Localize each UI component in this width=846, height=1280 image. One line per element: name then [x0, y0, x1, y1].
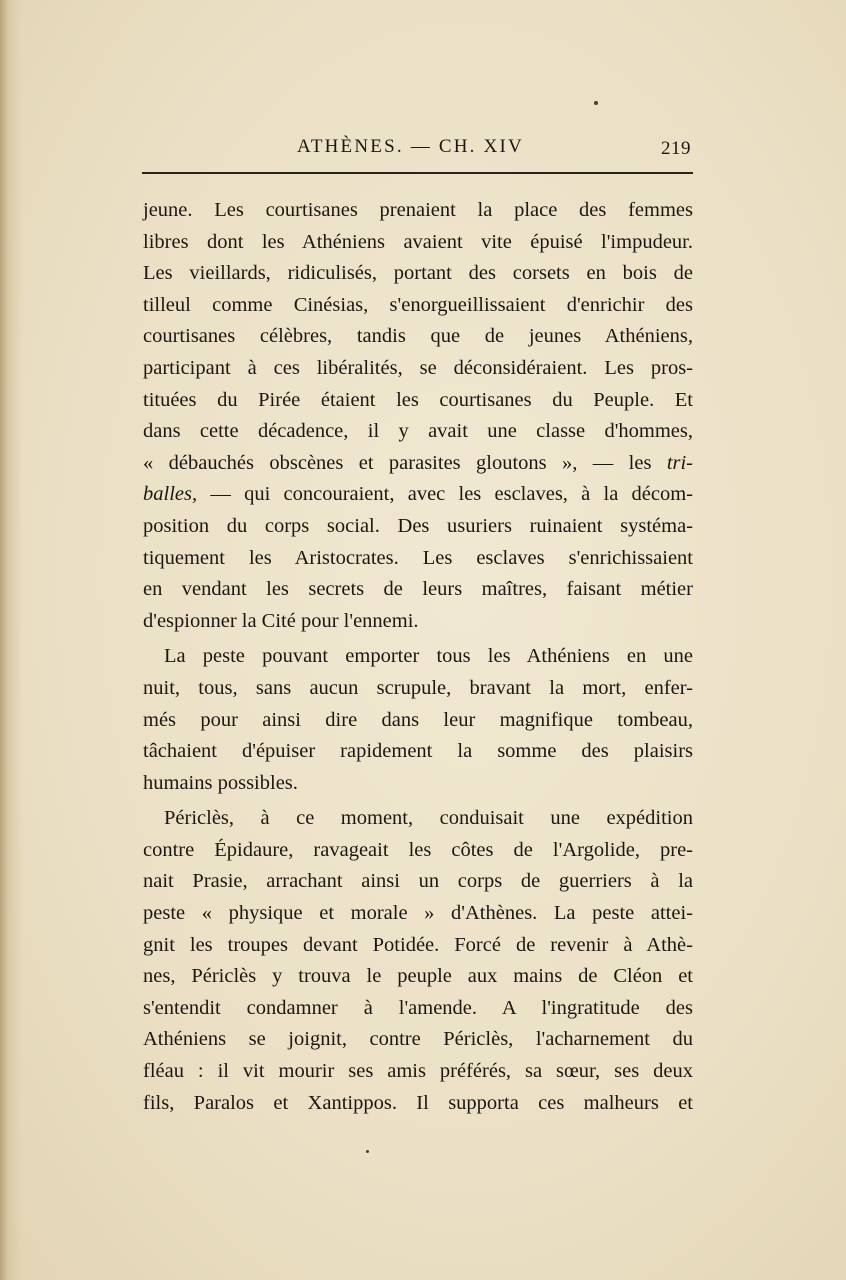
text-line: [143, 448, 693, 480]
text-line: contre Épidaure, ravageait les côtes de l'Argolide, pre-: [143, 838, 693, 861]
page-gutter-shadow: [0, 0, 22, 1280]
text-line: courtisanes célèbres, tandis que de jeunes Athéniens,: [143, 325, 693, 348]
paragraph-first-line: La peste pouvant emporter tous les Athéniens en une: [164, 645, 693, 668]
paragraph-first-line: Périclès, à ce moment, conduisait une expédition: [164, 807, 693, 830]
text-line: en vendant les secrets de leurs maîtres, faisant métier: [143, 578, 693, 601]
text-line: peste « physique et morale » d'Athènes. La peste attei-: [143, 902, 693, 925]
text-line: Les vieillards, ridiculisés, portant des corsets en bois de: [143, 262, 693, 285]
page-number: 219: [661, 138, 691, 159]
text-line: tituées du Pirée étaient les courtisanes du Peuple. Et: [143, 388, 693, 411]
text-line: nuit, tous, sans aucun scrupule, bravant la mort, enfer-: [143, 676, 693, 699]
text-segment: — qui concouraient, avec les esclaves, à la décom-: [197, 483, 693, 506]
text-line: humains possibles.: [143, 771, 298, 794]
text-line: fléau : il vit mourir ses amis préférés, sa sœur, ses deux: [143, 1060, 693, 1083]
italic-word: balles,: [143, 483, 198, 506]
text-line: nait Prasie, arrachant ainsi un corps de guerriers à la: [143, 870, 693, 893]
text-line: s'entendit condamner à l'amende. A l'ingratitude des: [143, 996, 693, 1019]
italic-word: tri-: [666, 451, 694, 474]
text-line: [143, 479, 693, 511]
text-line: position du corps social. Des usuriers ruinaient systéma-: [143, 514, 693, 537]
text-line: tiquement les Aristocrates. Les esclaves s'enrichissaient: [143, 546, 693, 569]
page-header: [143, 136, 693, 166]
text-line: tilleul comme Cinésias, s'enorgueillissaient d'enrichir des: [143, 293, 693, 316]
text-line: libres dont les Athéniens avaient vite épuisé l'impudeur.: [143, 230, 693, 253]
text-line: participant à ces libéralités, se déconsidéraient. Les pros-: [143, 356, 693, 379]
text-line: nes, Périclès y trouva le peuple aux mains de Cléon et: [143, 965, 693, 988]
ink-speck: [366, 1150, 369, 1153]
text-line: Athéniens se joignit, contre Périclès, l'acharnement du: [143, 1028, 693, 1051]
ink-speck: [594, 101, 598, 105]
body-text: [143, 195, 693, 1119]
running-title: ATHÈNES. — CH. XIV: [297, 136, 524, 157]
text-segment: « débauchés obscènes et parasites gloutons », — les: [143, 451, 652, 474]
text-line: jeune. Les courtisanes prenaient la place des femmes: [143, 199, 693, 221]
text-line: gnit les troupes devant Potidée. Forcé de revenir à Athè-: [143, 933, 693, 956]
text-line: tâchaient d'épuiser rapidement la somme des plaisirs: [143, 740, 693, 763]
text-line: dans cette décadence, il y avait une classe d'hommes,: [143, 420, 693, 443]
header-rule: [142, 172, 693, 174]
text-line: d'espionner la Cité pour l'ennemi.: [143, 609, 419, 632]
text-line: més pour ainsi dire dans leur magnifique tombeau,: [143, 708, 693, 731]
text-line: fils, Paralos et Xantippos. Il supporta ces malheurs et: [143, 1091, 693, 1114]
